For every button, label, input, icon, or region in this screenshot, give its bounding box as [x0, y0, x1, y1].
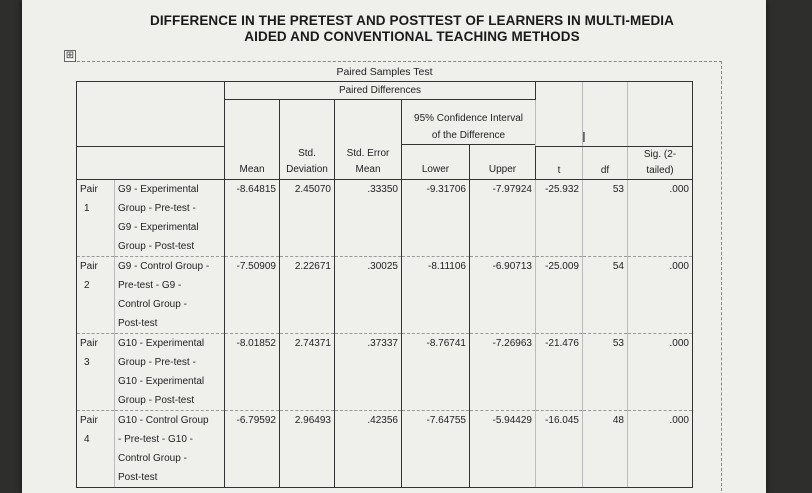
pair-variable-line: - Pre-test - G10 -	[118, 433, 194, 445]
ci-header-line-2: of the Difference	[402, 128, 536, 145]
header-row-labels	[77, 146, 693, 179]
pair-variable-line: G9 - Control Group -	[118, 260, 210, 272]
pair-variable-line: G9 - Experimental	[118, 221, 199, 233]
pair-variable-line: G10 - Control Group	[118, 414, 209, 426]
col-mean-label: Mean	[239, 164, 265, 175]
cell-upper: -7.97924	[492, 183, 532, 195]
pair-label	[77, 410, 115, 487]
pair-number: 4	[84, 433, 90, 445]
pair-variable-line: Control Group -	[118, 452, 187, 464]
table-caption: Paired Samples Test	[336, 66, 433, 78]
col-sig-label-1: Sig. (2-	[643, 148, 677, 160]
pair-number: 2	[84, 279, 90, 291]
col-sig-header	[628, 146, 693, 179]
cell-sig: .000	[628, 333, 693, 410]
col-df-header	[583, 146, 628, 179]
pair-variable-line: Pre-test - G9 -	[118, 279, 182, 291]
header-corner-bottom	[77, 146, 225, 179]
col-stddev-label-2: Deviation	[286, 164, 328, 175]
pair-variable-line: Group - Post-test	[118, 394, 195, 406]
col-stderr-label-2: Mean	[355, 164, 381, 175]
cell-mean: -7.50909	[225, 256, 280, 333]
cell-t: -21.476	[536, 333, 583, 410]
table-row	[77, 256, 693, 333]
col-mean-header	[225, 146, 280, 179]
col-stderr-header	[335, 146, 402, 179]
cell-sig: .000	[628, 179, 693, 256]
table-outline-right	[721, 61, 722, 491]
cell-lower: -8.11106	[402, 256, 470, 333]
mean-header-spacer	[225, 100, 280, 147]
pair-word: Pair	[80, 183, 98, 195]
pair-variables	[115, 410, 225, 487]
title-line-1: DIFFERENCE IN THE PRETEST AND POSTTEST OF LEARNERS IN MULTI-MEDIA	[149, 13, 674, 28]
cell-std-dev: 2.96493	[280, 410, 335, 487]
df-header-spacer	[583, 82, 628, 147]
col-t-header	[536, 146, 583, 179]
pair-variable-line: Post-test	[118, 471, 158, 483]
pair-variable-line: Group - Post-test	[118, 240, 195, 252]
header-row-1	[77, 82, 693, 100]
cell-t: -16.045	[536, 410, 583, 487]
cell-mean: -8.64815	[225, 179, 280, 256]
cell-lower: -7.64755	[402, 410, 470, 487]
pair-variable-line: G9 - Experimental	[118, 183, 199, 195]
pair-number: 3	[84, 356, 90, 368]
cell-std-err: .30025	[335, 256, 402, 333]
col-df-label: df	[600, 164, 610, 176]
cell-lower: -8.76741	[402, 333, 470, 410]
cell-std-dev: 2.22671	[280, 256, 335, 333]
cell-t: -25.932	[536, 179, 583, 256]
col-sig-label-2: tailed)	[646, 164, 674, 176]
pair-variables	[115, 333, 225, 410]
pair-label	[77, 179, 115, 256]
cell-std-err: .42356	[335, 410, 402, 487]
pair-label	[77, 333, 115, 410]
t-header-spacer	[536, 82, 583, 147]
paired-differences-header: Paired Differences	[225, 82, 536, 100]
col-stderr-label-1: Std. Error	[346, 148, 390, 159]
col-stddev-header	[280, 146, 335, 179]
header-corner	[77, 82, 225, 147]
document-title	[82, 13, 742, 45]
pair-label	[77, 256, 115, 333]
pair-variable-line: G10 - Experimental	[118, 337, 205, 349]
ci-header-line-1: 95% Confidence Interval	[402, 100, 536, 129]
col-stddev-label-1: Std.	[298, 148, 316, 159]
pair-number: 1	[84, 202, 90, 214]
cell-sig: .000	[628, 256, 693, 333]
col-lower-header	[402, 146, 470, 179]
pair-variable-line: Group - Pre-test -	[118, 356, 196, 368]
cell-std-dev: 2.74371	[280, 333, 335, 410]
cell-upper: -6.90713	[470, 256, 536, 333]
pair-word: Pair	[80, 337, 98, 349]
sig-header-spacer	[628, 82, 693, 147]
pair-variables	[115, 256, 225, 333]
pair-variables	[115, 179, 225, 256]
cell-std-err: .37337	[335, 333, 402, 410]
title-line-2: AIDED AND CONVENTIONAL TEACHING METHODS	[244, 29, 580, 44]
cell-df: 53	[583, 179, 628, 256]
text-cursor-icon: I	[582, 131, 586, 146]
stderr-header-spacer	[335, 100, 402, 147]
table-row	[77, 333, 693, 410]
cell-mean: -8.01852	[225, 333, 280, 410]
pair-word: Pair	[80, 414, 98, 426]
cell-df: 53	[583, 333, 628, 410]
cell-df: 48	[583, 410, 628, 487]
cell-mean: -6.79592	[225, 410, 280, 487]
cell-upper: -7.26963	[470, 333, 536, 410]
cell-std-err: .33350	[335, 179, 402, 256]
cell-sig: .000	[628, 410, 693, 487]
pair-variable-line: Post-test	[118, 317, 158, 329]
pair-variable-line: Group - Pre-test -	[118, 202, 196, 214]
table-row	[77, 410, 693, 487]
col-t-label: t	[557, 164, 561, 176]
table-outline-top	[77, 61, 722, 62]
paired-samples-test-table	[76, 63, 693, 488]
document-page	[22, 0, 766, 493]
col-upper-label: Upper	[488, 164, 517, 175]
col-lower-label: Lower	[421, 164, 450, 175]
pair-variable-line: Control Group -	[118, 298, 187, 310]
pair-variable-line: G10 - Experimental	[118, 375, 205, 387]
cell-upper: -5.94429	[470, 410, 536, 487]
cell-std-dev: 2.45070	[280, 179, 335, 256]
table-row	[77, 179, 693, 256]
pair-word: Pair	[80, 260, 98, 272]
cell-t: -25.009	[536, 256, 583, 333]
col-upper-header	[470, 146, 536, 179]
table-move-handle-icon[interactable]: ⊞	[65, 50, 75, 61]
stddev-header-spacer	[280, 100, 335, 147]
cell-lower: -9.31706	[402, 179, 470, 256]
cell-df: 54	[583, 256, 628, 333]
